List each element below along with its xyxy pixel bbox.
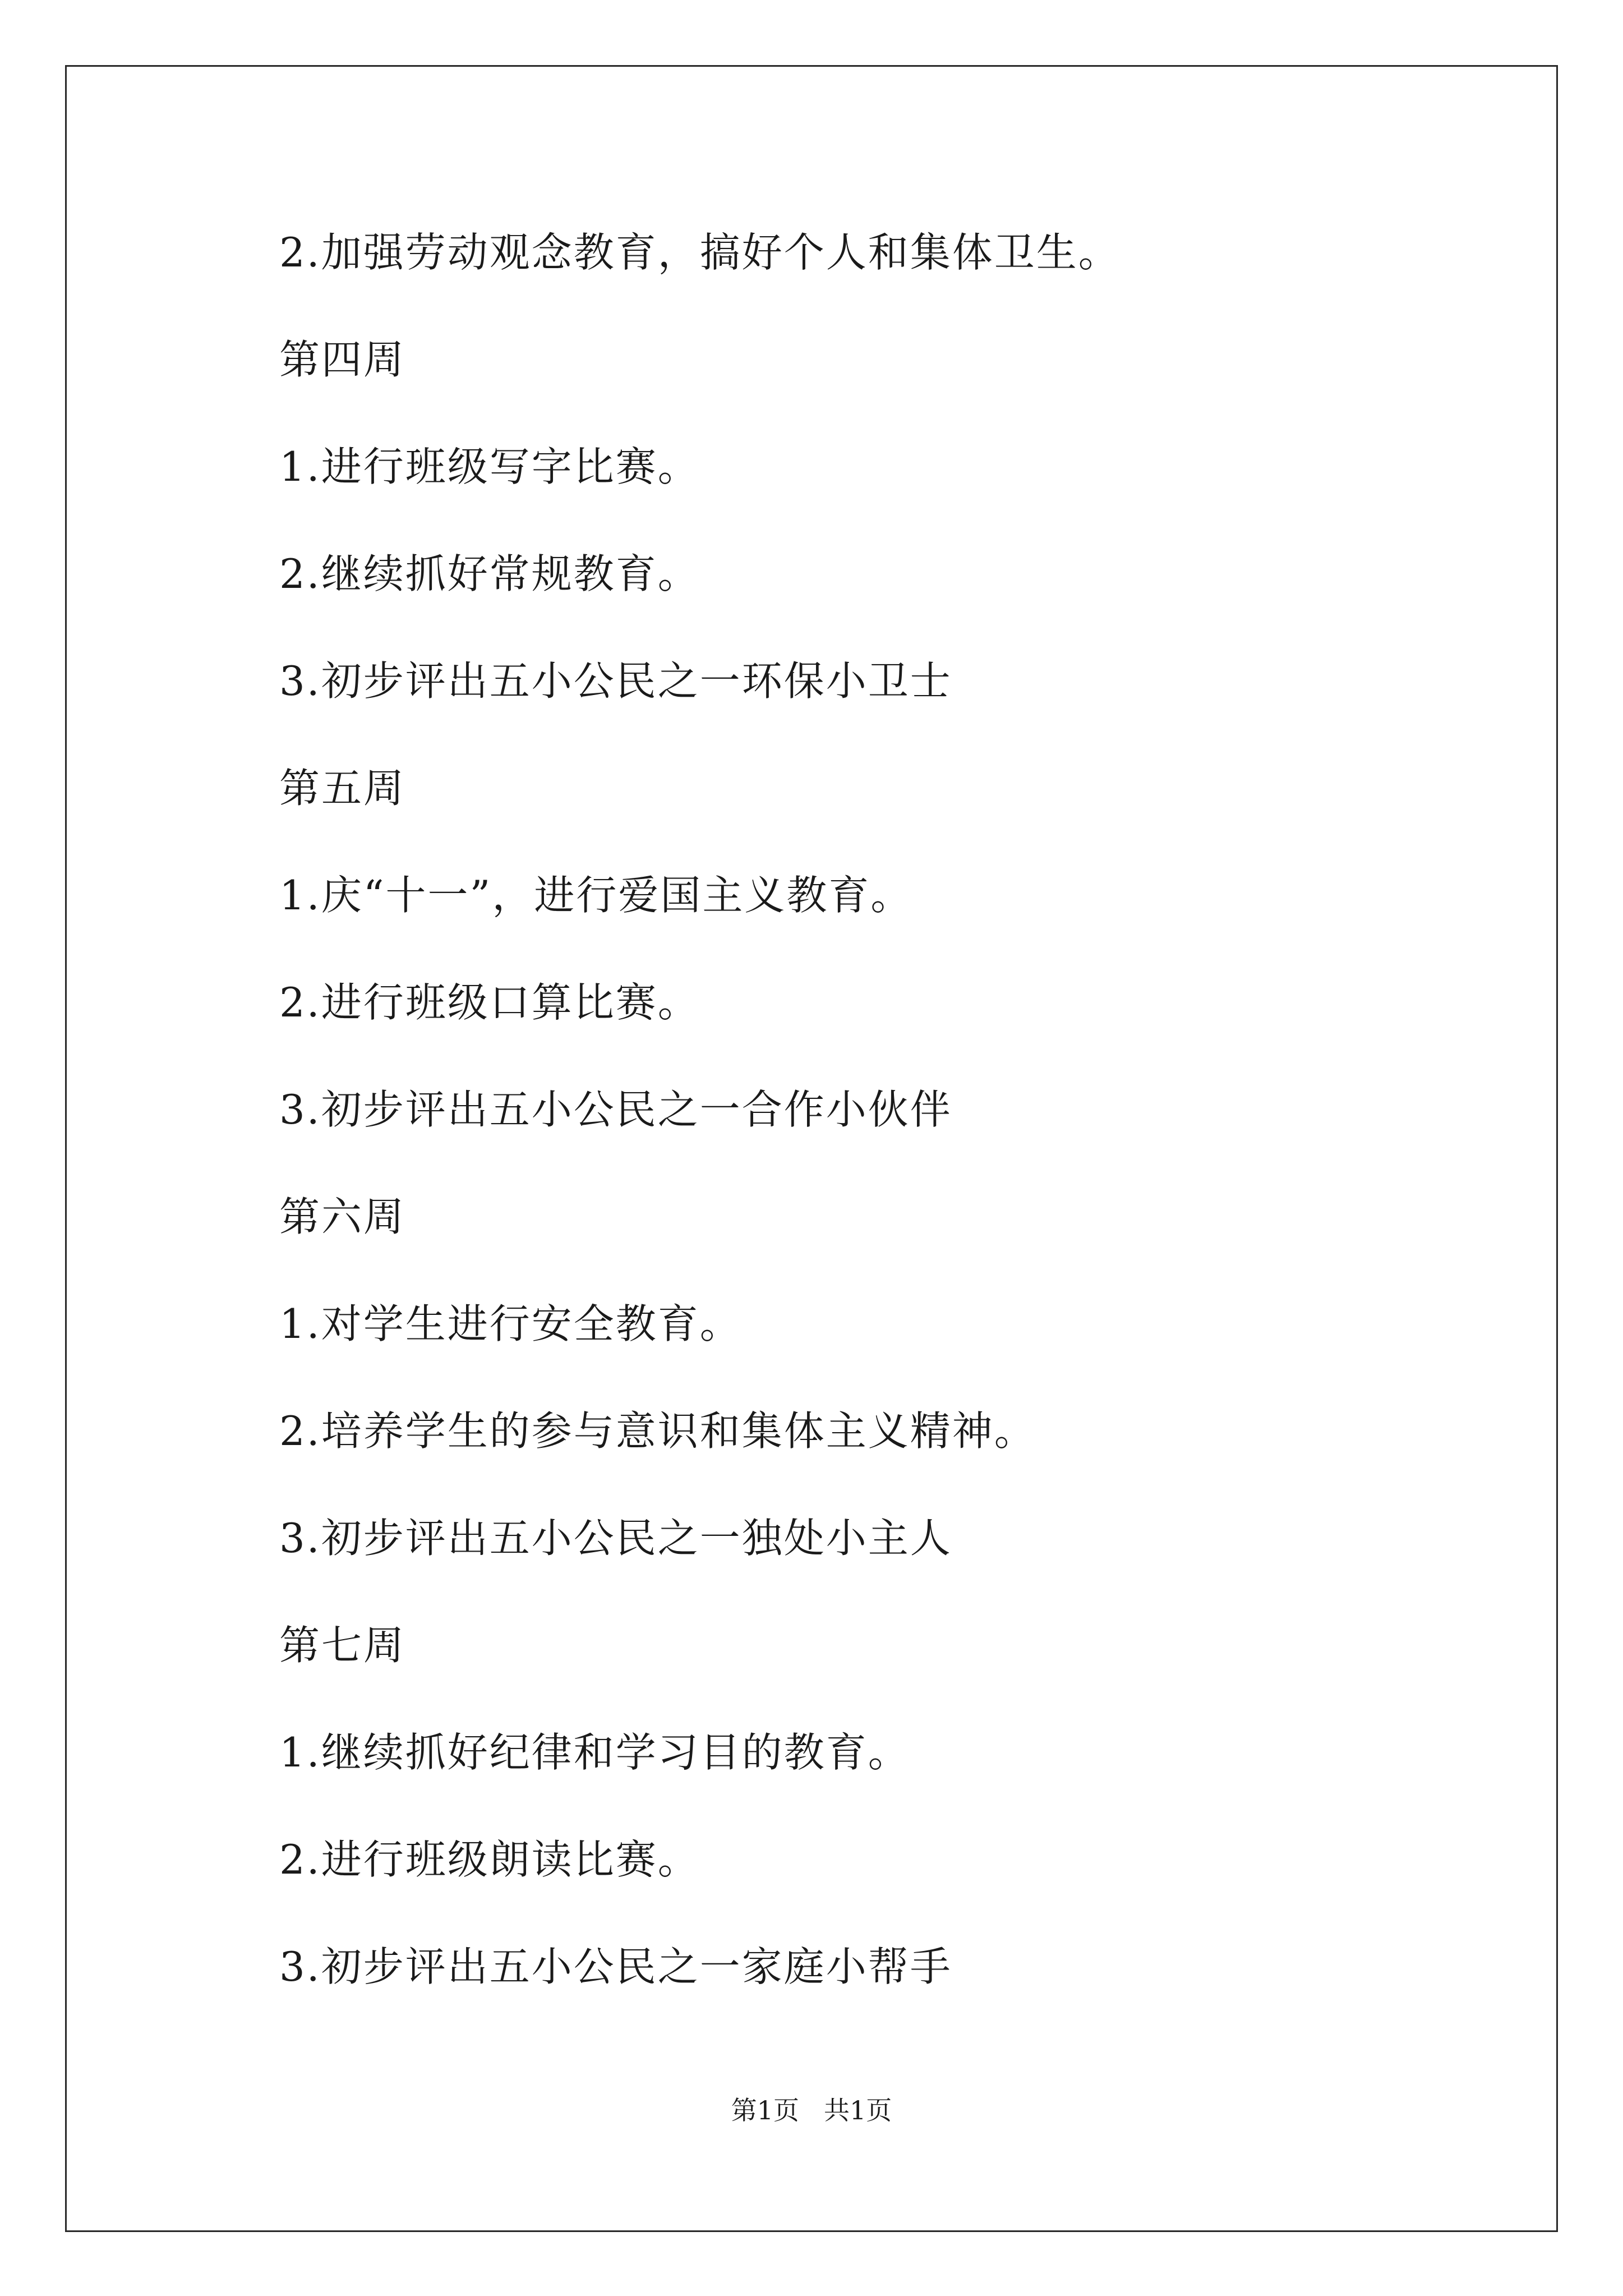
text-line: 3.初步评出五小公民之一合作小伙伴 <box>279 1086 952 1133</box>
week-heading: 第七周 <box>279 1622 406 1669</box>
text-line: 2.培养学生的参与意识和集体主义精神。 <box>279 1407 1036 1455</box>
text-line: 1.进行班级写字比赛。 <box>279 443 700 490</box>
text-line: 3.初步评出五小公民之一家庭小帮手 <box>279 1943 952 1990</box>
page-total: 共1页 <box>824 2095 892 2125</box>
page-number: 第1页 <box>731 2095 799 2125</box>
text-line: 2.加强劳动观念教育，搞好个人和集体卫生。 <box>279 229 1121 276</box>
text-line: 2.进行班级口算比赛。 <box>279 979 700 1026</box>
text-line: 2.进行班级朗读比赛。 <box>279 1836 700 1883</box>
text-line: 3.初步评出五小公民之一环保小卫士 <box>279 657 952 705</box>
week-heading: 第五周 <box>279 765 406 812</box>
text-line: 3.初步评出五小公民之一独处小主人 <box>279 1515 952 1562</box>
text-line: 2.继续抓好常规教育。 <box>279 550 700 597</box>
week-heading: 第四周 <box>279 336 406 383</box>
text-line: 1.继续抓好纪律和学习目的教育。 <box>279 1729 910 1776</box>
text-line: 1.庆“十一”，进行爱国主义教育。 <box>279 872 913 919</box>
week-heading: 第六周 <box>279 1193 406 1240</box>
text-line: 1.对学生进行安全教育。 <box>279 1300 742 1347</box>
page-footer <box>0 2093 1623 2127</box>
document-body <box>279 219 1513 2040</box>
